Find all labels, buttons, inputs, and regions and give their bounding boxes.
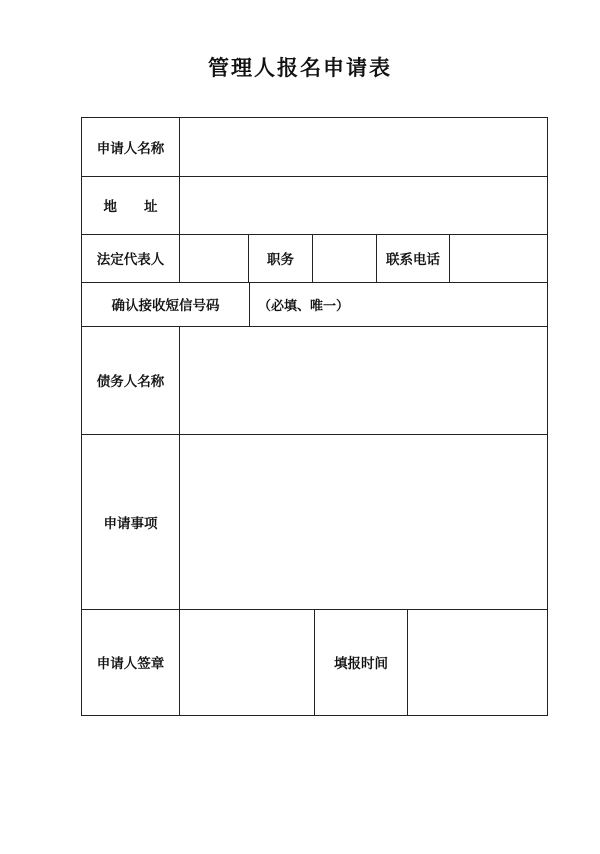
position-field[interactable] xyxy=(313,234,376,282)
sms-number-field[interactable] xyxy=(250,282,547,326)
page-title: 管理人报名申请表 xyxy=(208,55,392,80)
address-label: 地 址 xyxy=(103,199,158,215)
phone-label: 联系电话 xyxy=(386,252,440,268)
sms-number-label: 确认接收短信号码 xyxy=(111,298,220,314)
legal-rep-field[interactable] xyxy=(180,234,248,282)
phone-field[interactable] xyxy=(450,234,547,282)
address-field[interactable] xyxy=(180,176,547,234)
applicant-name-label: 申请人名称 xyxy=(96,141,165,157)
signature-field[interactable] xyxy=(180,609,314,715)
position-label: 职务 xyxy=(267,252,294,268)
sms-number-hint: （必填、唯一） xyxy=(258,298,350,314)
fill-date-label: 填报时间 xyxy=(334,656,388,672)
debtor-name-label: 债务人名称 xyxy=(96,374,165,390)
application-matters-label: 申请事项 xyxy=(103,515,158,532)
application-form xyxy=(81,117,548,716)
signature-label: 申请人签章 xyxy=(96,656,165,672)
applicant-name-field[interactable] xyxy=(180,118,547,176)
application-matters-field[interactable] xyxy=(180,434,547,609)
debtor-name-field[interactable] xyxy=(180,326,547,434)
fill-date-field[interactable] xyxy=(408,609,547,715)
legal-rep-label: 法定代表人 xyxy=(96,252,165,268)
